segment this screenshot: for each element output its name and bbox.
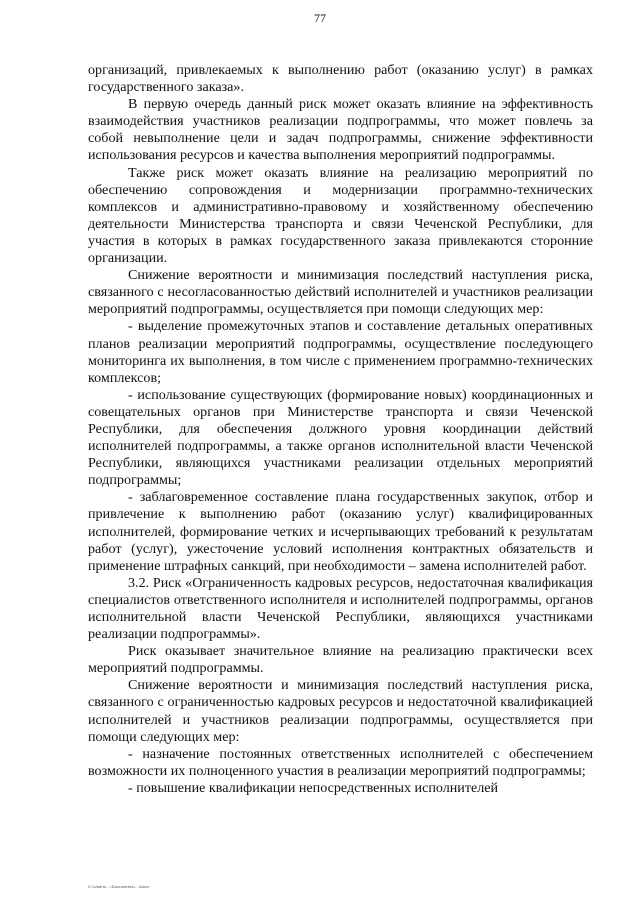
paragraph: Снижение вероятности и минимизация последствий наступления риска, связанного с несогласованностью действий исполнителей и участников реализации мероприятий подпрограммы, осуществляется при помощи следующих мер: bbox=[88, 267, 593, 318]
document-body bbox=[88, 62, 593, 797]
paragraph: организаций, привлекаемых к выполнению работ (оказанию услуг) в рамках государственного заказа». bbox=[88, 62, 593, 96]
paragraph: Снижение вероятности и минимизация последствий наступления риска, связанного с ограниченностью кадровых ресурсов и недостаточной квалификацией исполнителей и участников реализации подпрограммы, осуществляется при помощи следующих мер: bbox=[88, 677, 593, 745]
paragraph: Также риск может оказать влияние на реализацию мероприятий по обеспечению сопровождения и модернизации программно-технических комплексов и административно-правовому и хозяйственному обеспечению деятельности Министерства транспорта и связи Чеченской Республики, для участия в которых в рамках государственного заказа привлекаются сторонние организации. bbox=[88, 164, 593, 267]
list-item: - повышение квалификации непосредственных исполнителей bbox=[128, 779, 499, 796]
paragraph: Риск оказывает значительное влияние на реализацию практически всех мероприятий подпрограммы. bbox=[88, 643, 593, 677]
list-item: - назначение постоянных ответственных исполнителей с обеспечением возможности их полноценного участия в реализации мероприятий подпрограммы; bbox=[88, 745, 593, 779]
section-paragraph: 3.2. Риск «Ограниченность кадровых ресурсов, недостаточная квалификация специалистов ответственного исполнителя и исполнителей подпрограммы, органов исполнительной власти Чеченской Республики, являющихся участниками реализации подпрограммы». bbox=[88, 574, 593, 643]
list-item: - выделение промежуточных этапов и составление детальных оперативных планов реализации мероприятий подпрограммы, осуществление последующего мониторинга их выполнения, в том числе с применением программно-технических комплексов; bbox=[88, 318, 593, 386]
page-number: 77 bbox=[314, 11, 326, 25]
paragraph: В первую очередь данный риск может оказать влияние на эффективность взаимодействия участников реализации подпрограммы, что может повлечь за собой невыполнение цели и задач подпрограммы, снижение эффективности использования ресурсов и качества выполнения мероприятий подпрограммы. bbox=[88, 96, 593, 164]
footer-path: C:\Users\...\Documents\...\docx bbox=[88, 884, 150, 889]
list-item: - использование существующих (формирование новых) координационных и совещательных органов при Министерстве транспорта и связи Чеченской Республики, для обеспечения должного уровня координации действий исполнителей подпрограммы, а также органов исполнительной власти Чеченской Республики, являющихся участниками реализации отдельных мероприятий подпрограммы; bbox=[88, 386, 593, 489]
list-item: - заблаговременное составление плана государственных закупок, отбор и привлечение к выполнению работ (оказанию услуг) квалифицированных исполнителей, формирование четких и исчерпывающих требований к результатам работ (услуг), ужесточение условий исполнения контрактных обязательств и применение штрафных санкций, при необходимости – замена исполнителей работ. bbox=[88, 489, 593, 574]
